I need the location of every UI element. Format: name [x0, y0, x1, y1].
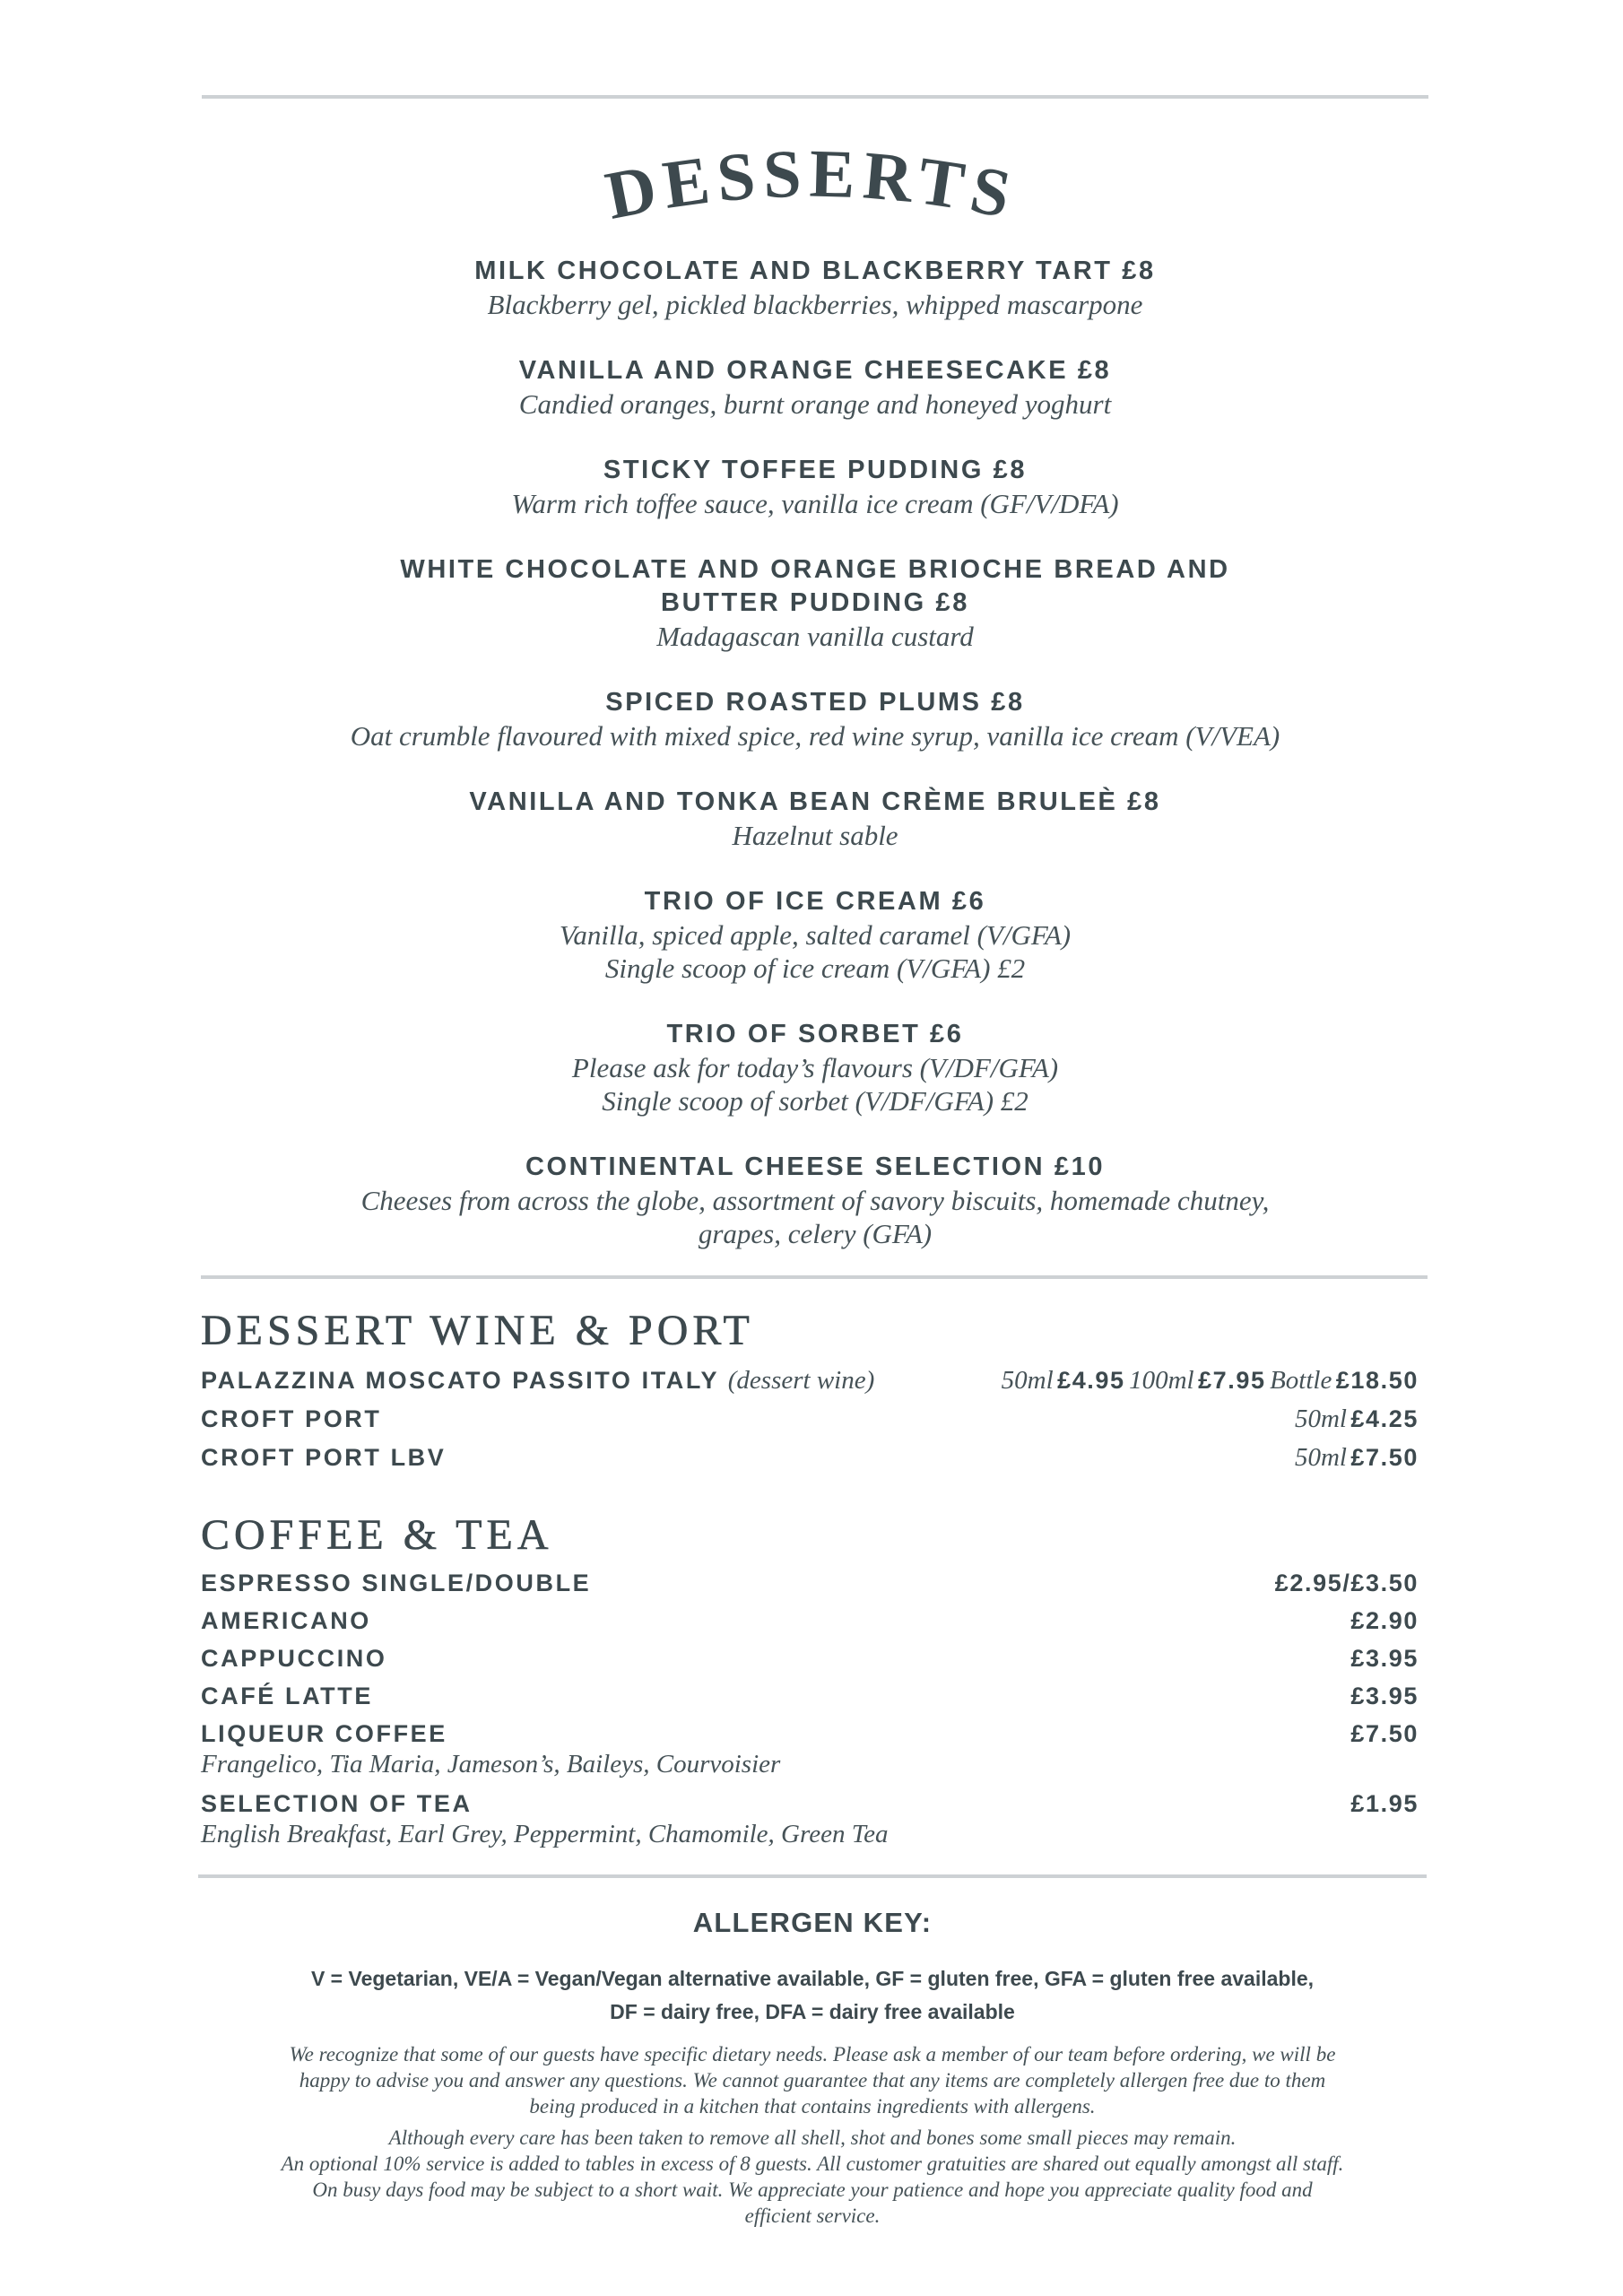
drink-name: LIQUEUR COFFEE — [201, 1720, 447, 1747]
coffee-row — [201, 1602, 1419, 1639]
dessert-description: Madagascan vanilla custard — [656, 621, 974, 652]
allergen-section — [198, 1905, 1427, 2229]
dessert-description: Cheeses from across the globe, assortment of savory biscuits, homemade chutney, — [360, 1185, 1270, 1216]
wine-row — [201, 1400, 1419, 1439]
disclaimer — [198, 2041, 1427, 2229]
price: £2.90 — [1350, 1607, 1419, 1634]
coffee-row — [201, 1715, 1419, 1752]
disclaimer-line: being produced in a kitchen that contains ingredients with allergens. — [529, 2095, 1096, 2118]
wine-name — [201, 1361, 874, 1400]
size-label: 100ml — [1129, 1366, 1194, 1395]
drink-name: AMERICANO — [201, 1607, 371, 1634]
dessert-name: CONTINENTAL CHEESE SELECTION £10 — [525, 1152, 1106, 1181]
drink-name: CAFÉ LATTE — [201, 1683, 373, 1709]
dessert-item — [202, 1151, 1428, 1250]
dessert-item — [202, 553, 1428, 653]
size-label: 50ml — [1294, 1405, 1347, 1433]
size-label: Bottle — [1270, 1366, 1332, 1395]
wine-row — [201, 1361, 1419, 1400]
coffee-tea-section — [201, 1512, 1419, 1855]
allergen-key-line: DF = dairy free, DFA = dairy free available — [610, 2000, 1015, 2023]
dessert-description: Hazelnut sable — [732, 820, 898, 851]
price: £3.95 — [1350, 1645, 1419, 1672]
size-label: 50ml — [1001, 1366, 1054, 1395]
dessert-item — [202, 885, 1428, 985]
dessert-name: MILK CHOCOLATE AND BLACKBERRY TART £8 — [474, 257, 1156, 285]
allergen-divider — [198, 1874, 1427, 1878]
dessert-name: TRIO OF SORBET £6 — [666, 1020, 964, 1048]
section-divider — [201, 1275, 1428, 1279]
dessert-description: Please ask for today’s flavours (V/DF/GFA) — [571, 1052, 1059, 1083]
disclaimer-line: An optional 10% service is added to tables in excess of 8 guests. All customer gratuities are shared out equally amongst all staff. — [281, 2152, 1344, 2175]
dessert-name-continued: BUTTER PUDDING £8 — [661, 588, 969, 617]
desserts-list — [202, 255, 1428, 1283]
dessert-name: WHITE CHOCOLATE AND ORANGE BRIOCHE BREAD AND — [400, 555, 1230, 584]
wine-prices — [1002, 1361, 1419, 1404]
dessert-description-extra: Single scoop of ice cream (V/GFA) £2 — [604, 952, 1026, 984]
section-heading: COFFEE & TEA — [201, 1511, 553, 1559]
allergen-title: ALLERGEN KEY: — [692, 1907, 933, 1938]
page-title-text: DESSERTS — [599, 135, 1024, 235]
disclaimer-line: efficient service. — [744, 2205, 881, 2227]
coffee-row — [201, 1639, 1419, 1677]
dessert-description: Candied oranges, burnt orange and honeyed yoghurt — [518, 388, 1112, 420]
wine-name: CROFT PORT LBV — [201, 1444, 447, 1471]
wine-note: (dessert wine) — [727, 1366, 875, 1395]
top-divider — [202, 95, 1428, 99]
drink-description: Frangelico, Tia Maria, Jameson’s, Baileys, Courvoisier — [201, 1750, 781, 1779]
disclaimer-line: happy to advise you and answer any questions. We cannot guarantee that any items are completely allergen free due to them — [299, 2069, 1326, 2092]
disclaimer-line: On busy days food may be subject to a short wait. We appreciate your patience and hope you appreciate quality food and — [312, 2179, 1313, 2201]
dessert-item — [202, 686, 1428, 752]
wine-row — [201, 1439, 1419, 1477]
disclaimer-line: Although every care has been taken to remove all shell, shot and bones some small pieces may remain. — [388, 2126, 1237, 2149]
price: £1.95 — [1350, 1790, 1419, 1817]
dessert-description: Vanilla, spiced apple, salted caramel (V/GFA) — [559, 919, 1072, 951]
drink-name: CAPPUCCINO — [201, 1645, 387, 1672]
coffee-row — [201, 1677, 1419, 1715]
drink-name: ESPRESSO SINGLE/DOUBLE — [201, 1570, 592, 1596]
coffee-row — [201, 1564, 1419, 1602]
dessert-description: Blackberry gel, pickled blackberries, whipped mascarpone — [487, 289, 1143, 320]
price: £7.50 — [1350, 1720, 1419, 1747]
dessert-description: Warm rich toffee sauce, vanilla ice cream (GF/V/DFA) — [511, 488, 1119, 519]
disclaimer-line: We recognize that some of our guests have specific dietary needs. Please ask a member of our team before ordering, we will be — [289, 2043, 1336, 2066]
wine-name-text: PALAZZINA MOSCATO PASSITO ITALY — [201, 1367, 719, 1394]
dessert-description: Oat crumble flavoured with mixed spice, red wine syrup, vanilla ice cream (V/VEA) — [350, 720, 1280, 752]
price: £18.50 — [1335, 1367, 1419, 1394]
price: £4.25 — [1350, 1405, 1419, 1432]
dessert-name: VANILLA AND TONKA BEAN CRÈME BRULEÈ £8 — [469, 787, 1161, 816]
dessert-item — [202, 1018, 1428, 1118]
wine-prices — [1295, 1400, 1419, 1442]
allergen-key-line: V = Vegetarian, VE/A = Vegan/Vegan alternative available, GF = gluten free, GFA = gluten free available, — [310, 1967, 1315, 1990]
dessert-item — [202, 454, 1428, 520]
drink-name: SELECTION OF TEA — [201, 1790, 473, 1817]
price: £4.95 — [1057, 1367, 1125, 1394]
price: £7.50 — [1350, 1444, 1419, 1471]
dessert-item — [202, 255, 1428, 321]
section-heading: DESSERT WINE & PORT — [201, 1307, 754, 1354]
dessert-name: STICKY TOFFEE PUDDING £8 — [603, 456, 1028, 484]
wine-prices — [1295, 1439, 1419, 1481]
dessert-name: SPICED ROASTED PLUMS £8 — [605, 688, 1025, 717]
dessert-description-extra: grapes, celery (GFA) — [698, 1218, 933, 1249]
page-title — [538, 126, 1085, 242]
dessert-description-extra: Single scoop of sorbet (V/DF/GFA) £2 — [602, 1085, 1028, 1117]
size-label: 50ml — [1294, 1443, 1347, 1472]
svg-text:DESSERTS — [600, 136, 1024, 234]
coffee-row — [201, 1785, 1419, 1822]
price: £7.95 — [1198, 1367, 1266, 1394]
dessert-item — [202, 786, 1428, 852]
dessert-name: TRIO OF ICE CREAM £6 — [644, 887, 986, 916]
dessert-item — [202, 354, 1428, 421]
price: £2.95/£3.50 — [1274, 1570, 1419, 1596]
dessert-name: VANILLA AND ORANGE CHEESECAKE £8 — [518, 356, 1112, 385]
allergen-key — [198, 1962, 1427, 2029]
price: £3.95 — [1350, 1683, 1419, 1709]
dessert-wine-section — [201, 1308, 1419, 1477]
drink-description: English Breakfast, Earl Grey, Peppermint, Chamomile, Green Tea — [201, 1820, 889, 1848]
wine-name: CROFT PORT — [201, 1405, 382, 1432]
